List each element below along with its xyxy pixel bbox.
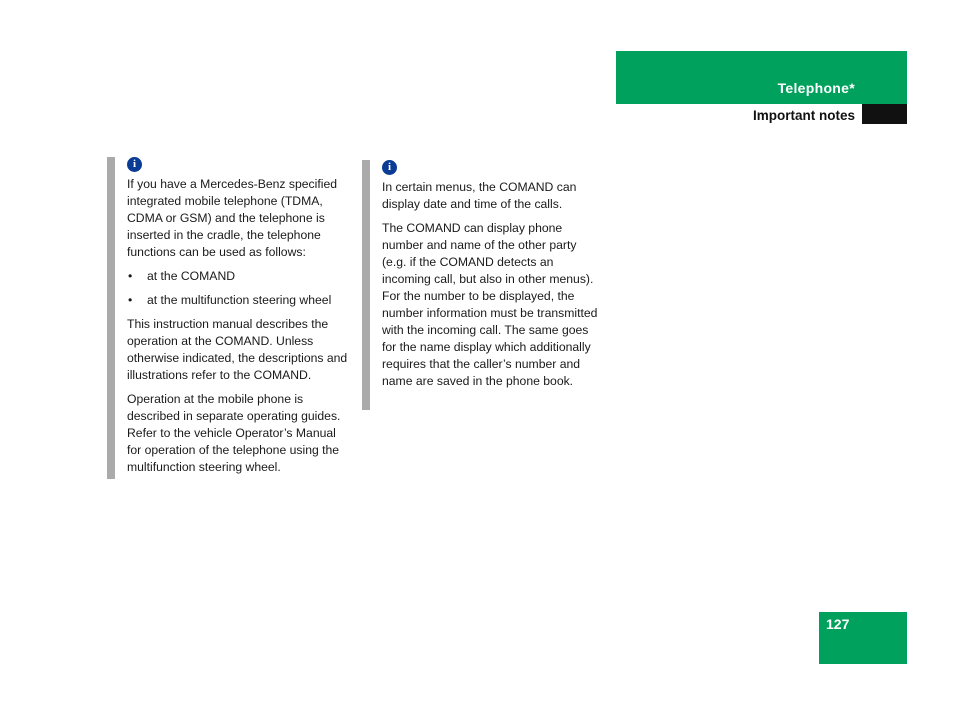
note-bar <box>107 157 115 479</box>
list-item: • at the multifunction steering wheel <box>127 292 352 309</box>
note-paragraph: This instruction manual describes the operation at the COMAND. Unless otherwise indicated, the descriptions and illustrations refer to the COMAND. <box>127 317 348 382</box>
chapter-header <box>616 51 907 104</box>
info-note-2 <box>362 160 612 410</box>
page-number: 127 <box>826 616 850 632</box>
note-bar <box>362 160 370 410</box>
page-number-box <box>819 612 907 664</box>
note-paragraph: The COMAND can display phone number and name of the other party (e.g. if the COMAND detects an incoming call, but also in other menus). For the number to be displayed, the number information must be transmitted with the incoming call. The same goes for the name display which additionally requires that the caller’s number and name are saved in the phone book. <box>382 221 598 388</box>
note-body <box>127 157 352 483</box>
section-header <box>616 104 907 124</box>
info-icon: i <box>382 160 397 175</box>
list-item: • at the COMAND <box>127 268 352 285</box>
info-icon: i <box>127 157 142 172</box>
note-body <box>382 160 604 397</box>
note-paragraph: In certain menus, the COMAND can display date and time of the calls. <box>382 180 577 211</box>
bullet-list <box>127 268 352 309</box>
note-paragraph: If you have a Mercedes-Benz specified integrated mobile telephone (TDMA, CDMA or GSM) and the telephone is inserted in the cradle, the telephone functions can be used as follows: <box>127 177 338 259</box>
chapter-title: Telephone* <box>777 80 855 96</box>
info-note-1 <box>107 157 357 479</box>
section-marker <box>862 104 907 124</box>
note-paragraph: Operation at the mobile phone is described in separate operating guides. Refer to the vehicle Operator’s Manual for operation of the telephone using the multifunction steering wheel. <box>127 392 341 474</box>
section-title: Important notes <box>752 108 855 123</box>
